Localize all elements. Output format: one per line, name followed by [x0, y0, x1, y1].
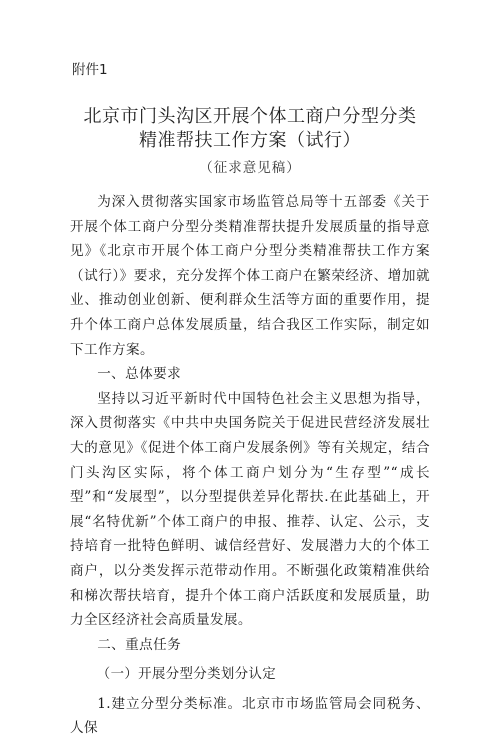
- item-1-paragraph: 1.建立分型分类标准。北京市市场监管局会同税务、人保: [70, 695, 430, 737]
- document-title-line-2: 精准帮扶工作方案（试行）: [139, 130, 361, 151]
- attachment-label: 附件1: [72, 62, 108, 78]
- document-body: [70, 190, 430, 741]
- subsection-1-heading: （一）开展分型分类划分认定: [96, 667, 277, 683]
- section-1-paragraph: 坚持以习近平新时代中国特色社会主义思想为指导，深入贯彻落实《中共中央国务院关于促进民营经济发展壮大的意见》《促进个体工商户发展条例》等有关规定，结合门头沟区实际，将个体工商户划分为“生存型”“成长型”和“发展型”，以分型提供差异化帮扶.在此基础上，开展“名特优新”个体工商户的申报、推荐、认定、公示，支持培育一批特色鲜明、诚信经营好、发展潜力大的个体工商户，以分类发挥示范带动作用。不断强化政策精准供给和梯次帮扶培育，提升个体工商户活跃度和发展质量，助力全区经济社会高质量发展。: [70, 390, 430, 629]
- section-1-heading: 一、总体要求: [97, 366, 182, 383]
- document-subtitle: （征求意见稿）: [199, 160, 301, 176]
- section-2-heading: 二、重点任务: [97, 636, 182, 653]
- document-title-line-1: 北京市门头沟区开展个体工商户分型分类: [83, 106, 417, 127]
- intro-paragraph: 为深入贯彻落实国家市场监管总局等十五部委《关于开展个体工商户分型分类精准帮扶提升发展质量的指导意见》《北京市开展个体工商户分型分类精准帮扶工作方案（试行）》要求，充分发挥个体工商户在繁荣经济、增加就业、推动创业创新、便利群众生活等方面的重要作用，提升个体工商户总体发展质量，结合我区工作实际，制定如下工作方案。: [70, 194, 430, 358]
